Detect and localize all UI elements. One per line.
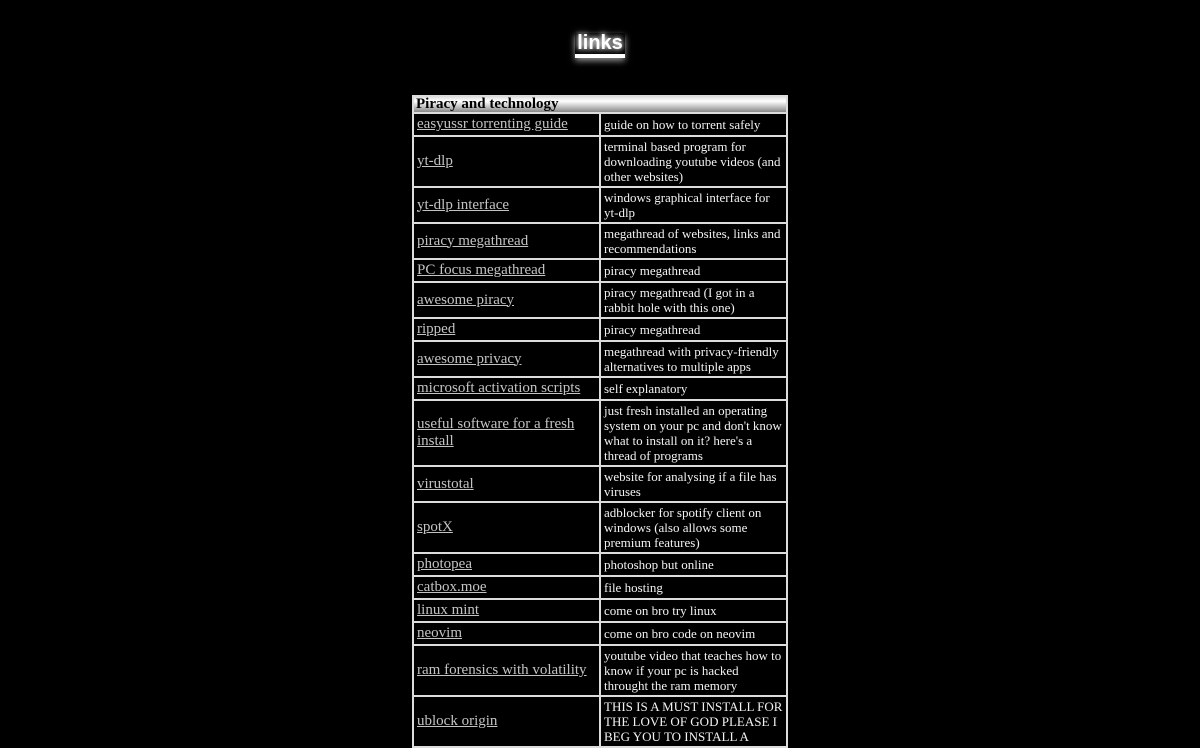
table-row <box>413 113 787 136</box>
link[interactable]: piracy megathread <box>417 232 529 249</box>
table-row <box>413 136 787 187</box>
link-description: adblocker for spotify client on windows (also allows some premium features) <box>600 502 787 553</box>
page-title: links <box>575 33 625 58</box>
link-cell <box>413 599 600 622</box>
link-cell <box>413 282 600 318</box>
link[interactable]: ublock origin <box>417 713 498 729</box>
link[interactable]: photopea <box>417 556 472 572</box>
link-cell <box>413 502 600 553</box>
link-cell <box>413 223 600 259</box>
link-description: guide on how to torrent safely <box>600 113 787 136</box>
table-header-row <box>413 96 787 113</box>
link-description: photoshop but online <box>600 553 787 576</box>
link[interactable]: useful software for a fresh install <box>417 416 575 449</box>
table-row <box>413 187 787 223</box>
links-table <box>412 95 788 748</box>
link-cell <box>413 259 600 282</box>
link-description: piracy megathread <box>600 318 787 341</box>
link[interactable]: yt-dlp <box>417 153 453 169</box>
link-cell <box>413 645 600 696</box>
link-cell <box>413 576 600 599</box>
table-row <box>413 400 787 466</box>
link-description: piracy megathread <box>600 259 787 282</box>
table-row <box>413 466 787 502</box>
link-cell <box>413 400 600 466</box>
link-description: website for analysing if a file has viruses <box>600 466 787 502</box>
table-row <box>413 502 787 553</box>
link-description: come on bro try linux <box>600 599 787 622</box>
link-description: terminal based program for downloading youtube videos (and other websites) <box>600 136 787 187</box>
link-cell <box>413 377 600 400</box>
link-description: just fresh installed an operating system on your pc and don't know what to install on it? here's a thread of programs <box>600 400 787 466</box>
link[interactable]: awesome privacy <box>417 350 522 367</box>
table-row <box>413 318 787 341</box>
link-cell <box>413 318 600 341</box>
link-description: file hosting <box>600 576 787 599</box>
link-description: THIS IS A MUST INSTALL FOR THE LOVE OF GOD PLEASE I BEG YOU TO INSTALL A <box>600 696 787 747</box>
link-cell <box>413 466 600 502</box>
table-row <box>413 645 787 696</box>
link[interactable]: awesome piracy <box>417 291 515 308</box>
link[interactable]: microsoft activation scripts <box>417 380 581 396</box>
link-description: youtube video that teaches how to know if your pc is hacked throught the ram memory <box>600 645 787 696</box>
table-row <box>413 696 787 747</box>
table-row <box>413 341 787 377</box>
link[interactable]: catbox.moe <box>417 579 487 595</box>
link-cell <box>413 113 600 136</box>
link[interactable]: virustotal <box>417 475 474 492</box>
table-row <box>413 223 787 259</box>
table-row <box>413 377 787 400</box>
table-row <box>413 282 787 318</box>
link-cell <box>413 187 600 223</box>
table-header: Piracy and technology <box>413 96 787 113</box>
link-description: piracy megathread (I got in a rabbit hole with this one) <box>600 282 787 318</box>
link-cell <box>413 696 600 747</box>
link-description: windows graphical interface for yt-dlp <box>600 187 787 223</box>
link[interactable]: ripped <box>417 321 456 337</box>
link[interactable]: easyussr torrenting guide <box>417 116 568 132</box>
title-wrap <box>0 0 1200 58</box>
link[interactable]: linux mint <box>417 602 480 618</box>
link-cell <box>413 622 600 645</box>
link[interactable]: neovim <box>417 625 462 641</box>
link-cell <box>413 136 600 187</box>
link[interactable]: spotX <box>417 519 453 535</box>
link[interactable]: PC focus megathread <box>417 262 546 278</box>
link-cell <box>413 341 600 377</box>
link[interactable]: ram forensics with volatility <box>417 662 587 678</box>
link-description: megathread with privacy-friendly alternatives to multiple apps <box>600 341 787 377</box>
link-description: megathread of websites, links and recommendations <box>600 223 787 259</box>
link-cell <box>413 553 600 576</box>
table-row <box>413 576 787 599</box>
table-row <box>413 259 787 282</box>
link-description: come on bro code on neovim <box>600 622 787 645</box>
table-row <box>413 599 787 622</box>
table-row <box>413 553 787 576</box>
link-description: self explanatory <box>600 377 787 400</box>
table-row <box>413 622 787 645</box>
link[interactable]: yt-dlp interface <box>417 196 510 213</box>
